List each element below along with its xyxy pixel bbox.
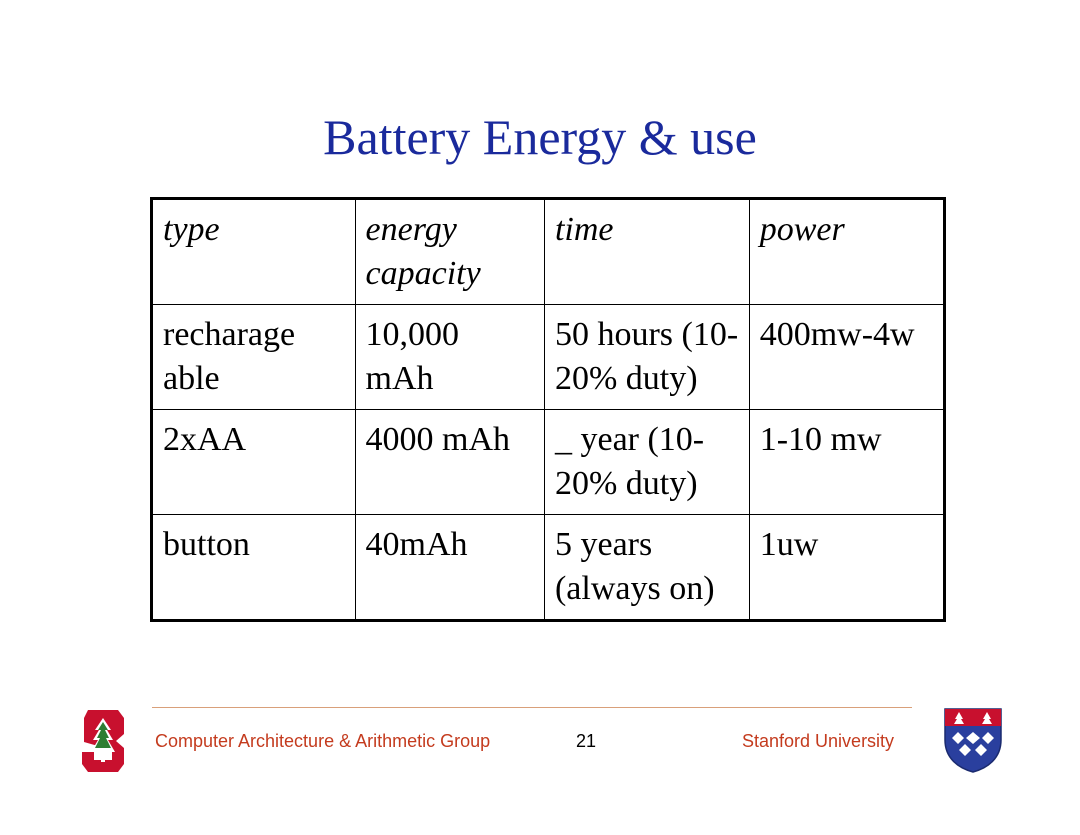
table-cell: 1-10 mw bbox=[749, 410, 944, 515]
table-cell: button bbox=[152, 515, 356, 621]
table-row bbox=[152, 410, 945, 515]
table-cell: 400mw-4w bbox=[749, 305, 944, 410]
header-power: power bbox=[749, 199, 944, 305]
stanford-s-tree-logo-icon bbox=[80, 708, 126, 774]
table-row bbox=[152, 515, 945, 621]
footer-university: Stanford University bbox=[742, 731, 895, 751]
stanford-shield-logo-icon bbox=[942, 706, 1004, 774]
table-cell: 2xAA bbox=[152, 410, 356, 515]
table-cell: 5 years (always on) bbox=[544, 515, 749, 621]
battery-table bbox=[150, 197, 946, 622]
page-number: 21 bbox=[576, 731, 597, 751]
header-type: type bbox=[152, 199, 356, 305]
table-cell: recharage able bbox=[152, 305, 356, 410]
table-cell: 40mAh bbox=[355, 515, 544, 621]
header-time: time bbox=[544, 199, 749, 305]
table-cell: _ year (10-20% duty) bbox=[544, 410, 749, 515]
table-cell: 10,000 mAh bbox=[355, 305, 544, 410]
table-row bbox=[152, 305, 945, 410]
table-cell: 4000 mAh bbox=[355, 410, 544, 515]
slide-title: Battery Energy & use bbox=[323, 109, 757, 165]
table-header-row bbox=[152, 199, 945, 305]
footer-divider bbox=[152, 707, 912, 708]
table-cell: 1uw bbox=[749, 515, 944, 621]
header-energy-capacity: energy capacity bbox=[355, 199, 544, 305]
table-cell: 50 hours (10-20% duty) bbox=[544, 305, 749, 410]
footer-group-name: Computer Architecture & Arithmetic Group bbox=[155, 731, 491, 751]
